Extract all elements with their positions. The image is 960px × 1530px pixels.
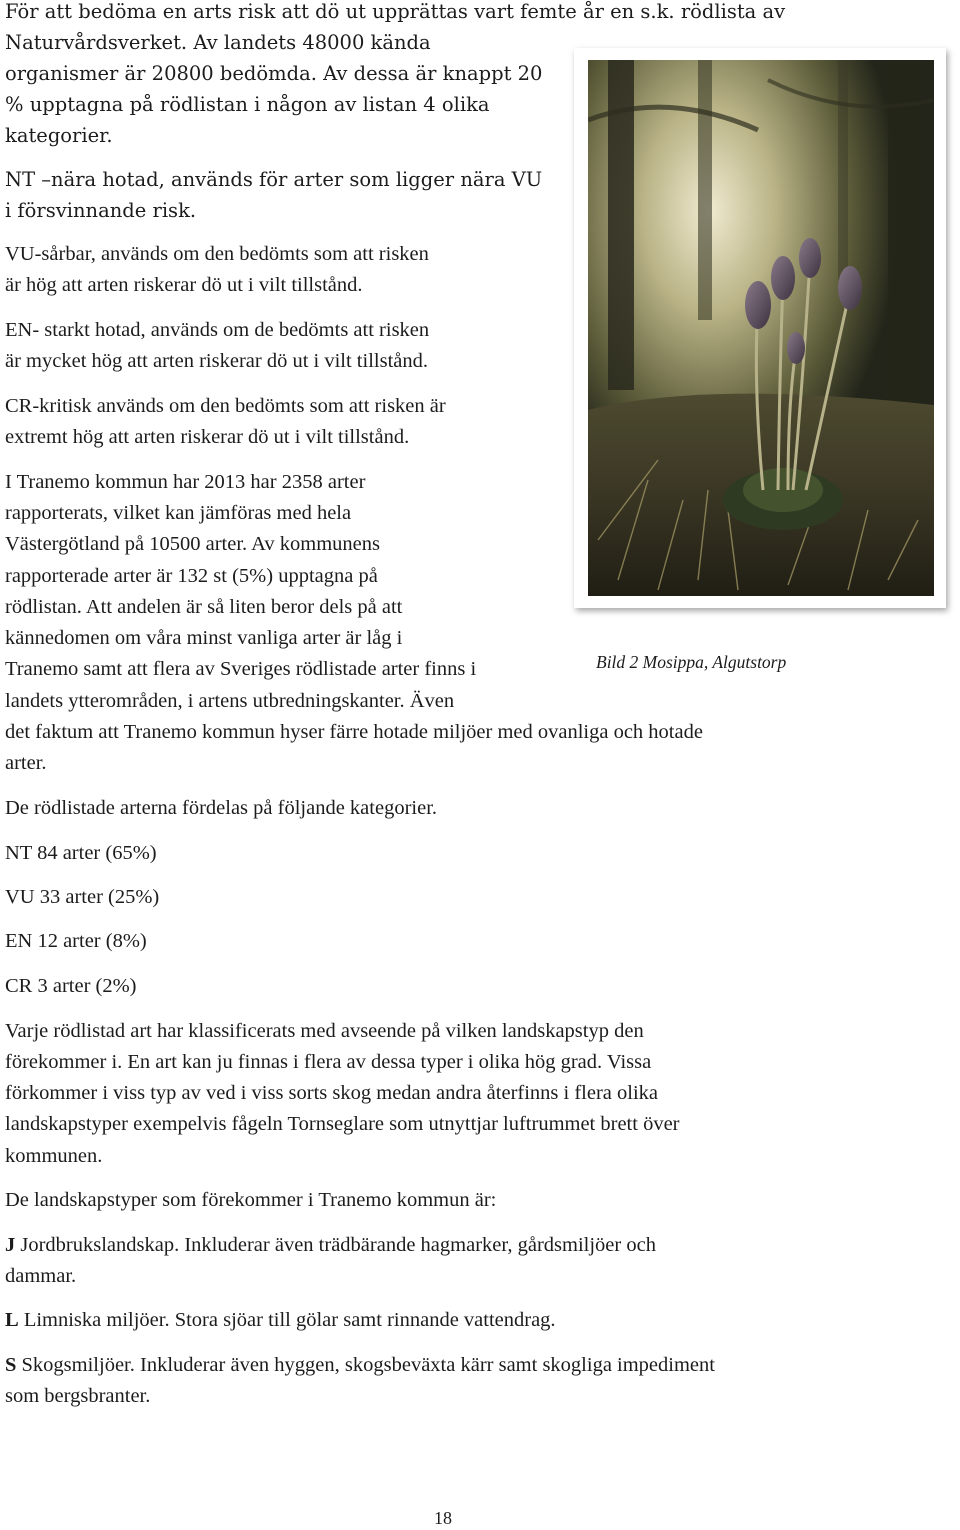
cr-definition-line-2: extremt hög att arten riskerar dö ut i vilt tillstånd. bbox=[5, 426, 410, 448]
cr-definition-line-1: CR-kritisk används om den bedömts som att risken är bbox=[5, 395, 446, 417]
intro-line-2: Naturvårdsverket. Av landets 48000 kända bbox=[5, 31, 431, 54]
distribution-intro: De rödlistade arterna fördelas på följande kategorier. bbox=[5, 797, 438, 819]
en-definition-line-2: är mycket hög att arten riskerar dö ut i vilt tillstånd. bbox=[5, 350, 428, 372]
nt-definition-line-1: NT –nära hotad, används för arter som ligger nära VU bbox=[5, 168, 543, 191]
classification-line-1: Varje rödlistad art har klassificerats med avseende på vilken landskapstyp den bbox=[5, 1020, 644, 1042]
distribution-nt: NT 84 arter (65%) bbox=[5, 842, 157, 864]
tranemo-line-5: rödlistan. Att andelen är så liten beror dels på att bbox=[5, 596, 403, 618]
distribution-vu: VU 33 arter (25%) bbox=[5, 886, 160, 908]
landscapes-intro: De landskapstyper som förekommer i Tranemo kommun är: bbox=[5, 1189, 497, 1211]
classification-line-3: förkommer i viss typ av ved i viss sorts skog medan andra återfinns i flera olika bbox=[5, 1082, 659, 1104]
vu-definition-line-2: är hög att arten riskerar dö ut i vilt tillstånd. bbox=[5, 274, 363, 296]
distribution-en: EN 12 arter (8%) bbox=[5, 930, 147, 952]
intro-line-3: organismer är 20800 bedömda. Av dessa är knappt 20 bbox=[5, 62, 543, 85]
intro-line-4: % upptagna på rödlistan i någon av listan 4 olika bbox=[5, 93, 490, 116]
landscape-s-letter: S bbox=[5, 1354, 17, 1376]
pasque-flower-photo bbox=[588, 60, 934, 596]
landscape-j-line-2: dammar. bbox=[5, 1265, 77, 1287]
tranemo-line-3: Västergötland på 10500 arter. Av kommunens bbox=[5, 533, 381, 555]
vu-definition-line-1: VU-sårbar, används om den bedömts som att risken bbox=[5, 243, 429, 265]
landscape-s-text: Skogsmiljöer. Inkluderar även hyggen, skogsbeväxta kärr samt skogliga impediment bbox=[21, 1354, 715, 1376]
landscape-j-text: Jordbrukslandskap. Inkluderar även trädbärande hagmarker, gårdsmiljöer och bbox=[20, 1234, 656, 1256]
landscape-l-text: Limniska miljöer. Stora sjöar till gölar samt rinnande vattendrag. bbox=[23, 1309, 556, 1331]
tranemo-line-7: Tranemo samt att flera av Sveriges rödlistade arter finns i bbox=[5, 658, 477, 680]
tranemo-line-8: landets ytterområden, i artens utbredningskanter. Även bbox=[5, 690, 455, 712]
landscape-l-line bbox=[5, 1305, 556, 1337]
landscape-s-line-2: som bergsbranter. bbox=[5, 1385, 151, 1407]
en-definition-line-1: EN- starkt hotad, används om de bedömts att risken bbox=[5, 319, 430, 341]
landscape-j-letter: J bbox=[5, 1234, 16, 1256]
intro-line-5: kategorier. bbox=[5, 124, 113, 147]
nt-definition-line-2: i försvinnande risk. bbox=[5, 199, 197, 222]
page-number: 18 bbox=[434, 1508, 452, 1528]
tranemo-line-2: rapporterats, vilket kan jämföras med hela bbox=[5, 502, 352, 524]
landscape-s-line-1 bbox=[5, 1350, 715, 1382]
landscape-j-line-1 bbox=[5, 1230, 656, 1262]
landscape-l-letter: L bbox=[5, 1309, 19, 1331]
tranemo-line-4: rapporterade arter är 132 st (5%) upptagna på bbox=[5, 565, 378, 587]
distribution-cr: CR 3 arter (2%) bbox=[5, 975, 137, 997]
tranemo-line-6: kännedomen om våra minst vanliga arter är låg i bbox=[5, 627, 403, 649]
classification-line-2: förekommer i. En art kan ju finnas i flera av dessa typer i olika hög grad. Vissa bbox=[5, 1051, 652, 1073]
figure-caption: Bild 2 Mosippa, Algutstorp bbox=[596, 652, 787, 672]
tranemo-line-9: det faktum att Tranemo kommun hyser färre hotade miljöer med ovanliga och hotade bbox=[5, 721, 703, 743]
tranemo-line-1: I Tranemo kommun har 2013 har 2358 arter bbox=[5, 471, 366, 493]
classification-line-4: landskapstyper exempelvis fågeln Tornseglare som utnyttjar luftrummet brett över bbox=[5, 1113, 680, 1135]
photo-frame bbox=[574, 48, 946, 608]
intro-line-1: För att bedöma en arts risk att dö ut upprättas vart femte år en s.k. rödlista av bbox=[5, 0, 786, 23]
tranemo-line-10: arter. bbox=[5, 752, 47, 774]
classification-line-5: kommunen. bbox=[5, 1145, 103, 1167]
